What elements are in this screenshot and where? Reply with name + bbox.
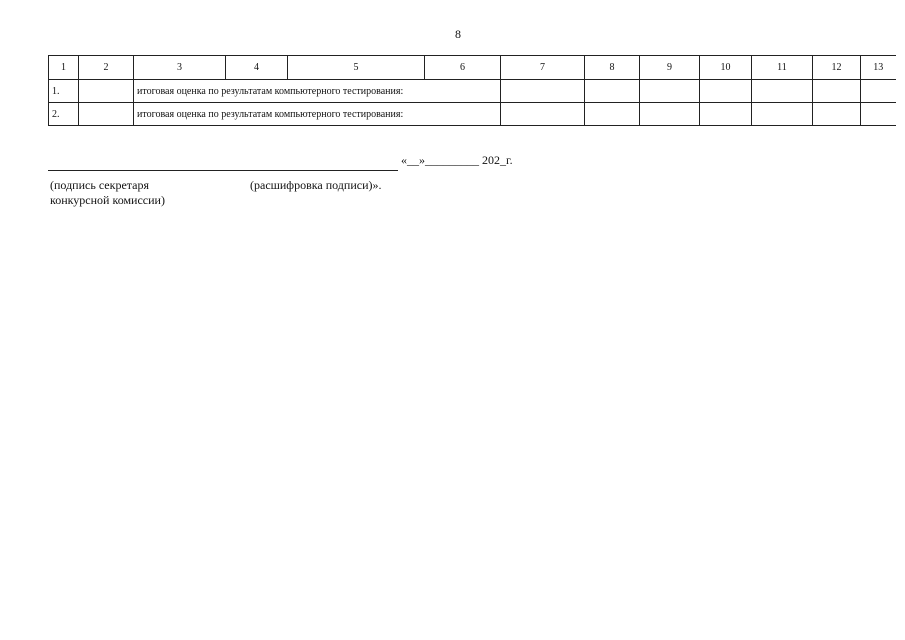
column-header: 10	[700, 56, 752, 80]
column-header: 6	[425, 56, 501, 80]
assessment-table	[48, 55, 896, 126]
table-cell	[700, 80, 752, 103]
column-header: 9	[640, 56, 700, 80]
column-header: 5	[288, 56, 425, 80]
column-header: 3	[134, 56, 226, 80]
page-number: 8	[455, 27, 461, 41]
table-cell	[79, 103, 134, 126]
column-header: 1	[49, 56, 79, 80]
column-header: 4	[226, 56, 288, 80]
table-row	[49, 80, 896, 103]
signature-line	[48, 170, 398, 171]
table-cell	[585, 103, 640, 126]
secretary-caption-line1: (подпись секретаря	[50, 178, 150, 192]
table-row	[49, 103, 896, 126]
table-cell	[640, 103, 700, 126]
row-description: итоговая оценка по результатам компьютерного тестирования:	[134, 103, 501, 126]
signature-decoding-caption: (расшифровка подписи)».	[250, 178, 382, 192]
row-description: итоговая оценка по результатам компьютерного тестирования:	[134, 80, 501, 103]
table-cell	[79, 80, 134, 103]
secretary-caption-line2: конкурсной комиссии)	[50, 193, 165, 207]
row-number: 2.	[49, 103, 79, 126]
table-cell	[813, 103, 861, 126]
table-header-row	[49, 56, 896, 80]
table-cell	[501, 80, 585, 103]
column-header: 12	[813, 56, 861, 80]
table-cell	[861, 103, 896, 126]
table-cell	[501, 103, 585, 126]
signature-caption-left	[50, 178, 165, 208]
table-cell	[752, 80, 813, 103]
column-header: 8	[585, 56, 640, 80]
row-number: 1.	[49, 80, 79, 103]
column-header: 11	[752, 56, 813, 80]
table-cell	[813, 80, 861, 103]
table-cell	[752, 103, 813, 126]
table-cell	[861, 80, 896, 103]
table-cell	[640, 80, 700, 103]
table-cell	[700, 103, 752, 126]
column-header: 13	[861, 56, 896, 80]
table-cell	[585, 80, 640, 103]
column-header: 7	[501, 56, 585, 80]
date-line: «__»_________ 202_г.	[401, 153, 513, 167]
column-header: 2	[79, 56, 134, 80]
